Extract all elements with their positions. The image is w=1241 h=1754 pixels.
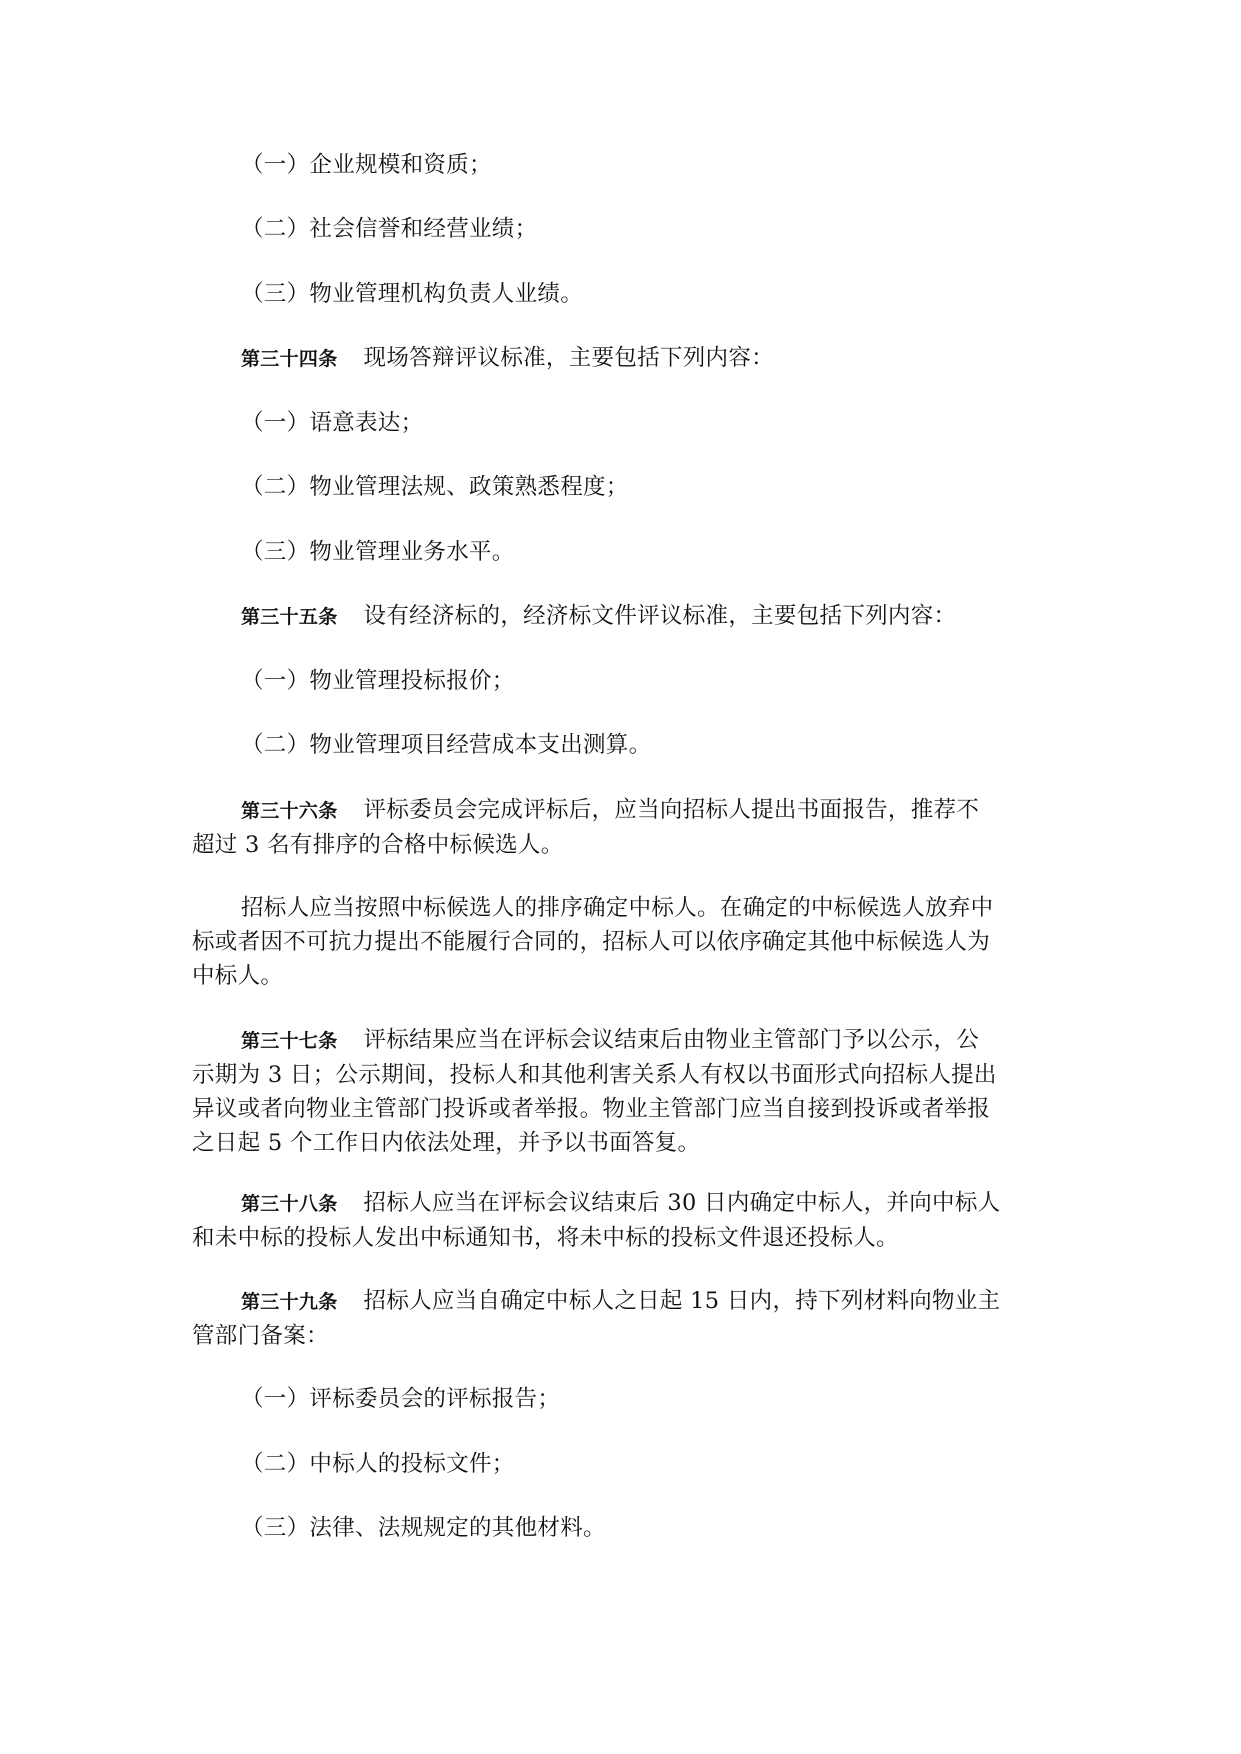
list-item: （一）企业规模和资质； [241,152,492,178]
paragraph-line: 管部门备案： [192,1323,329,1349]
list-item: （二）中标人的投标文件； [241,1451,515,1477]
paragraph-line: 招标人应当按照中标候选人的排序确定中标人。在确定的中标候选人放弃中 [241,895,994,921]
article-34 [241,341,774,376]
article-text: 评标结果应当在评标会议结束后由物业主管部门予以公示，公 [363,1027,980,1053]
paragraph-line: 示期为 3 日；公示期间，投标人和其他利害关系人有权以书面形式向招标人提出 [192,1062,997,1088]
list-item: （一）评标委员会的评标报告； [241,1386,561,1412]
article-heading: 第三十七条 [241,1030,338,1052]
paragraph-line [192,1284,1052,1319]
article-text: 现场答辩评议标准，主要包括下列内容： [363,345,774,371]
list-item: （二）社会信誉和经营业绩； [241,216,538,242]
article-text: 招标人应当在评标会议结束后 30 日内确定中标人，并向中标人 [363,1190,1001,1216]
paragraph-line: 和未中标的投标人发出中标通知书，将未中标的投标文件退还投标人。 [192,1225,899,1251]
list-item: （二）物业管理项目经营成本支出测算。 [241,732,652,758]
article-heading: 第三十四条 [241,348,338,370]
article-39 [192,1284,1052,1353]
article-38 [192,1186,1052,1255]
article-37 [192,1023,1052,1160]
paragraph-line [192,1023,1052,1058]
article-36-paragraph-2 [192,891,1052,993]
paragraph-line: 超过 3 名有排序的合格中标候选人。 [192,832,564,858]
article-heading: 第三十九条 [241,1291,338,1313]
paragraph-line: 异议或者向物业主管部门投诉或者举报。物业主管部门应当自接到投诉或者举报 [192,1096,991,1122]
list-item: （一）物业管理投标报价； [241,668,515,694]
article-heading: 第三十八条 [241,1193,338,1215]
article-36 [192,793,1052,862]
paragraph-line [192,793,1052,828]
list-item: （三）物业管理机构负责人业绩。 [241,281,584,307]
article-heading: 第三十六条 [241,800,338,822]
article-text: 设有经济标的，经济标文件评议标准，主要包括下列内容： [363,603,957,629]
article-text: 评标委员会完成评标后，应当向招标人提出书面报告，推荐不 [363,797,980,823]
list-item: （一）语意表达； [241,410,424,436]
paragraph-line [192,1186,1052,1221]
article-text: 招标人应当自确定中标人之日起 15 日内，持下列材料向物业主 [363,1288,1001,1314]
paragraph-line: 标或者因不可抗力提出不能履行合同的，招标人可以依序确定其他中标候选人为 [192,929,991,955]
article-heading: 第三十五条 [241,606,338,628]
list-item: （三）物业管理业务水平。 [241,539,515,565]
paragraph-line: 之日起 5 个工作日内依法处理，并予以书面答复。 [192,1130,701,1156]
list-item: （三）法律、法规规定的其他材料。 [241,1515,606,1541]
paragraph-line: 中标人。 [192,963,284,989]
article-35 [241,599,956,634]
list-item: （二）物业管理法规、政策熟悉程度； [241,474,629,500]
